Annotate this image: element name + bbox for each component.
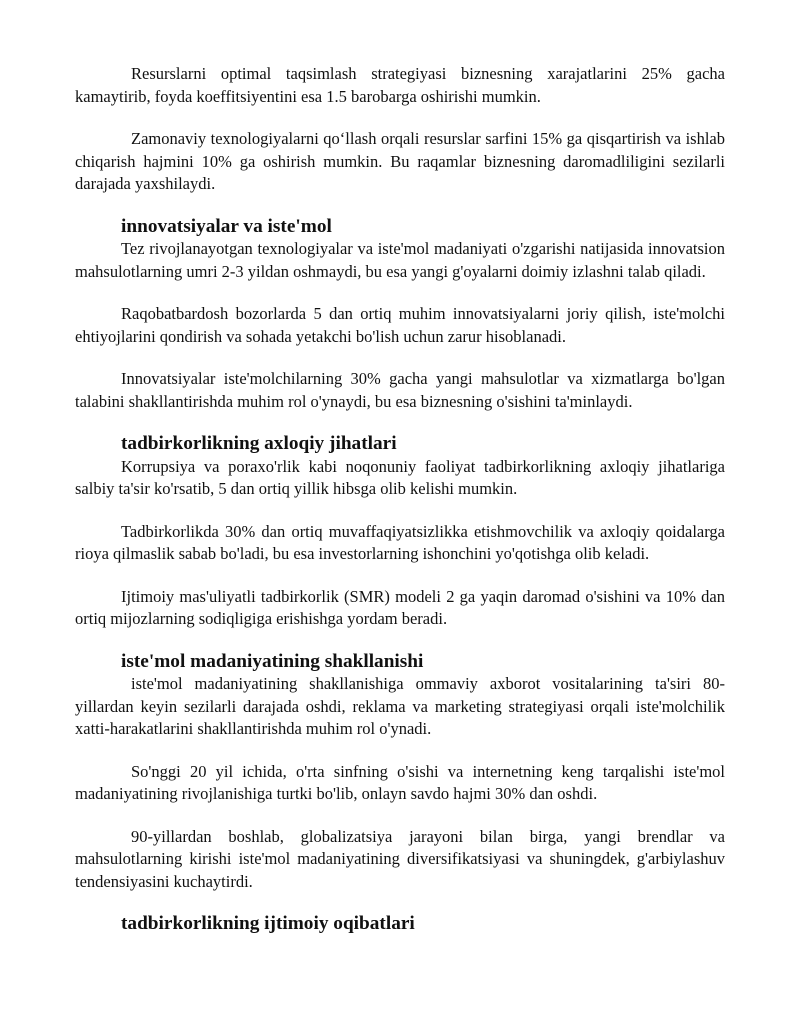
paragraph-culture-2: So'nggi 20 yil ichida, o'rta sinfning o'sishi va internetning keng tarqalishi iste'mol madaniyatining rivojlanishiga turtki bo'lib, onlayn savdo hajmi 30% dan oshdi. <box>75 761 725 803</box>
section-heading-ethics: tadbirkorlikning axloqiy jihatlari <box>121 433 397 454</box>
paragraph-ethics-1: Korrupsiya va poraxo'rlik kabi noqonuniy faoliyat tadbirkorlikning axloqiy jihatlariga salbiy ta'sir ko'rsatib, 5 dan ortiq yillik hibsga olib kelishi mumkin. <box>75 456 725 498</box>
paragraph-ethics-3: Ijtimoiy mas'uliyatli tadbirkorlik (SMR) modeli 2 ga yaqin daromad o'sishini va 10% dan ortiq mijozlarning sodiqligiga erishishga yordam beradi. <box>75 586 725 628</box>
section-heading-innovations: innovatsiyalar va iste'mol <box>121 215 332 237</box>
section-heading-social-consequences: tadbirkorlikning ijtimoiy oqibatlari <box>121 913 415 934</box>
paragraph-ethics-2: Tadbirkorlikda 30% dan ortiq muvaffaqiyatsizlikka etishmovchilik va axloqiy qoidalarga rioya qilmaslik sabab bo'ladi, bu esa investorlarning ishonchini yo'qotishga olib keladi. <box>75 521 725 563</box>
paragraph-intro-1: Resurslarni optimal taqsimlash strategiyasi biznesning xarajatlarini 25% gacha kamaytirib, foyda koeffitsiyentini esa 1.5 barobarga oshirishi mumkin. <box>75 64 725 106</box>
paragraph-innovations-2: Raqobatbardosh bozorlarda 5 dan ortiq muhim innovatsiyalarni joriy qilish, iste'molchi ehtiyojlarini qondirish va sohada yetakchi bo'lish uchun zarur hisoblanadi. <box>75 304 725 346</box>
paragraph-culture-1: iste'mol madaniyatining shakllanishiga ommaviy axborot vositalarining ta'siri 80-yillardan keyin sezilarli darajada oshdi, reklama va marketing strategiyasi orqali iste'molchilik xatti-harakatlarini shakllantirishda muhim rol o'ynadi. <box>75 674 725 738</box>
document-page <box>75 63 725 936</box>
paragraph-innovations-3: Innovatsiyalar iste'molchilarning 30% gacha yangi mahsulotlar va xizmatlarga bo'lgan talabini shakllantirishda muhim rol o'ynaydi, bu esa biznesning o'sishini ta'minlaydi. <box>75 369 725 411</box>
paragraph-intro-2: Zamonaviy texnologiyalarni qo‘llash orqali resurslar sarfini 15% ga qisqartirish va ishlab chiqarish hajmini 10% ga oshirish mumkin. Bu raqamlar biznesning daromadliligini sezilarli darajada yaxshilaydi. <box>75 129 725 193</box>
paragraph-culture-3: 90-yillardan boshlab, globalizatsiya jarayoni bilan birga, yangi brendlar va mahsulotlarning kirishi iste'mol madaniyatining diversifikatsiyasi va shuningdek, g'arbiylashuv tendensiyasini kuchaytirdi. <box>75 826 725 891</box>
section-heading-consumer-culture: iste'mol madaniyatining shakllanishi <box>121 650 424 672</box>
paragraph-innovations-1: Tez rivojlanayotgan texnologiyalar va iste'mol madaniyati o'zgarishi natijasida innovatsion mahsulotlarning umri 2-3 yildan oshmaydi, bu esa yangi g'oyalarni doimiy izlashni talab qiladi. <box>75 239 725 281</box>
